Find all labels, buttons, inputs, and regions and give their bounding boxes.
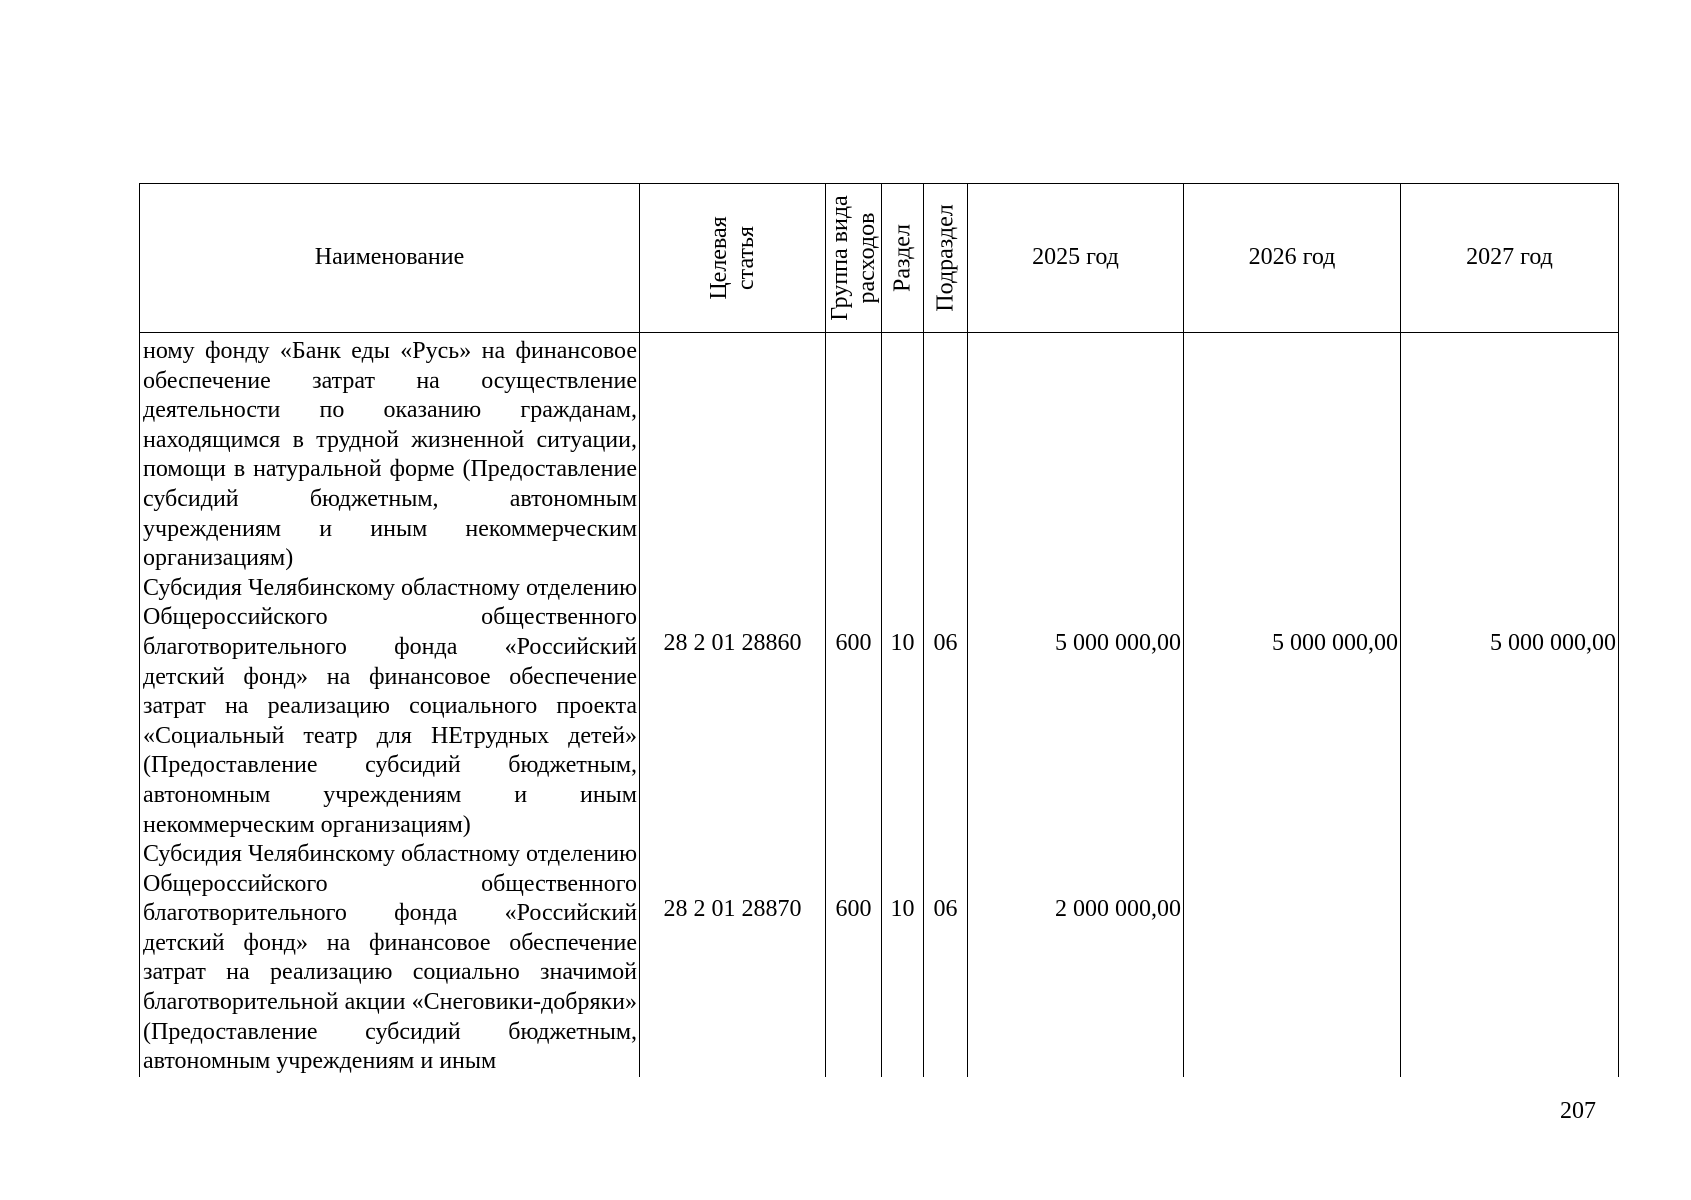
target-article-cell (640, 333, 826, 1077)
header-target-article: Целевая статья (640, 184, 826, 333)
header-name: Наименование (140, 184, 640, 333)
subsection-value: 06 (933, 896, 958, 922)
header-2027: 2027 год (1401, 184, 1619, 333)
y2027-cell (1401, 333, 1619, 1077)
expense-group-value: 600 (835, 630, 872, 656)
y2025-cell (968, 333, 1184, 1077)
budget-table (139, 183, 1619, 1077)
page-number: 207 (1560, 1098, 1596, 1124)
amount-2026: 5 000 000,00 (1272, 630, 1398, 656)
name-cell (140, 333, 640, 1077)
amount-2025: 5 000 000,00 (1055, 630, 1181, 656)
header-section: Раздел (882, 184, 924, 333)
header-2026: 2026 год (1184, 184, 1401, 333)
subsection-cell (924, 333, 968, 1077)
target-article-value: 28 2 01 28860 (663, 630, 802, 656)
amount-2025: 2 000 000,00 (1055, 896, 1181, 922)
header-2025: 2025 год (968, 184, 1184, 333)
amount-2027: 5 000 000,00 (1490, 630, 1616, 656)
header-subsection: Подраздел (924, 184, 968, 333)
name-paragraph: Субсидия Челябинскому областному отделению Общероссийского общественного благотворительного фонда «Российский детский фонд» на финансовое обеспечение затрат на реализацию социального проекта «Социальный театр для НЕтрудных детей» (Предоставление субсидий бюджетным, автономным учреждениям и иным некоммерческим организациям) (143, 574, 637, 838)
table-row (140, 333, 1619, 1077)
expense-group-value: 600 (835, 896, 872, 922)
section-value: 10 (890, 896, 915, 922)
header-expense-group: Группа вида расходов (826, 184, 882, 333)
subsection-value: 06 (933, 630, 958, 656)
section-cell (882, 333, 924, 1077)
name-paragraph: ному фонду «Банк еды «Русь» на финансовое обеспечение затрат на осуществление деятельности по оказанию гражданам, находящимся в трудной жизненной ситуации, помощи в натуральной форме (Предоставление субсидий бюджетным, автономным учреждениям и иным некоммерческим организациям) (143, 338, 637, 572)
name-paragraph: Субсидия Челябинскому областному отделению Общероссийского общественного благотворительного фонда «Российский детский фонд» на финансовое обеспечение затрат на реализацию социально значимой благотворительной акции «Снеговики-добряки» (Предоставление субсидий бюджетным, автономным учреждениям и иным (143, 841, 637, 1075)
header-row (140, 184, 1619, 333)
section-value: 10 (890, 630, 915, 656)
y2026-cell (1184, 333, 1401, 1077)
expense-group-cell (826, 333, 882, 1077)
target-article-value: 28 2 01 28870 (663, 896, 802, 922)
